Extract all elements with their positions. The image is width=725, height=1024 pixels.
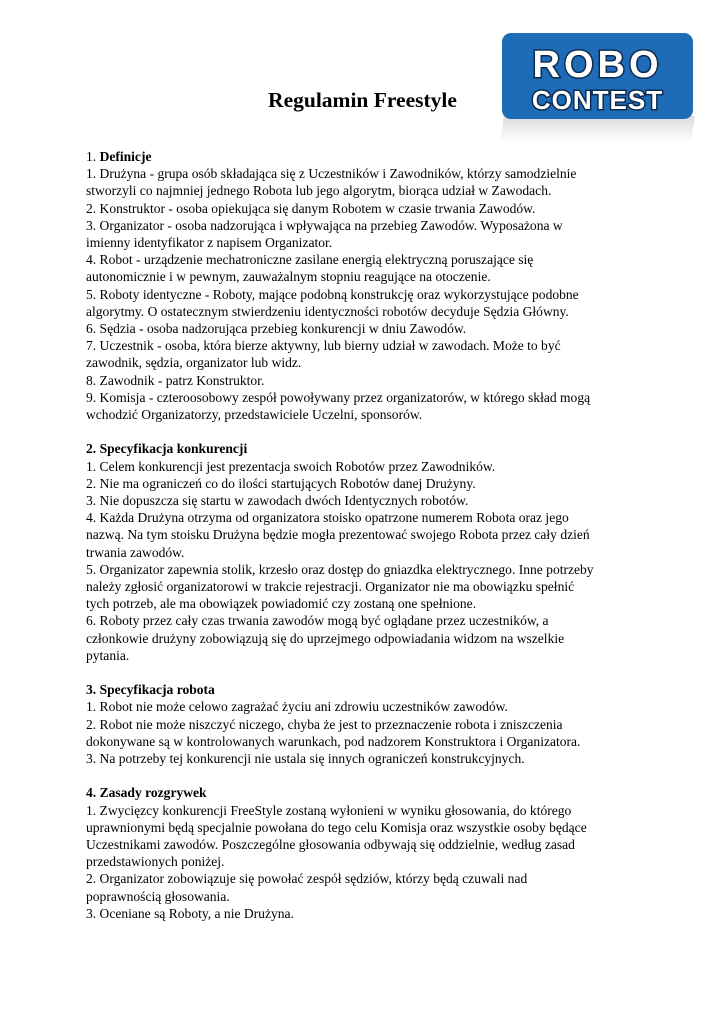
section-heading <box>86 784 646 801</box>
logo-text-robo: ROBO <box>532 44 663 86</box>
document-body <box>86 148 646 939</box>
section-title: Zasady rozgrywek <box>99 785 207 801</box>
text-line: 1. Drużyna - grupa osób składająca się z Uczestników i Zawodników, którzy samodzielnie <box>86 166 577 182</box>
section-heading <box>86 681 646 698</box>
section-heading <box>86 440 646 457</box>
section-title: Definicje <box>99 149 152 164</box>
section-definicje <box>86 148 646 423</box>
section-title: Specyfikacja robota <box>99 682 215 698</box>
text-line: 2. Robot nie może niszczyć niczego, chyba że jest to przeznaczenie robota i zniszczenia <box>86 716 563 732</box>
section-lines <box>86 165 646 423</box>
text-line: członkowie drużyny zobowiązują się do uprzejmego odpowiadania widzom na wszelkie <box>86 630 565 646</box>
page-title: Regulamin Freestyle <box>268 88 457 112</box>
text-line: dokonywane są w kontrolowanych warunkach, pod nadzorem Konstruktora i Organizatora. <box>86 733 581 749</box>
text-line: wchodzić Organizatorzy, przedstawiciele Uczelni, sponsorów. <box>86 407 423 423</box>
text-line: 4. Robot - urządzenie mechatroniczne zasilane energią elektryczną poruszające się <box>86 252 534 268</box>
text-line: trwania zawodów. <box>86 544 185 560</box>
text-line: przedstawionych poniżej. <box>86 854 225 870</box>
text-line: 5. Roboty identyczne - Roboty, mające podobną konstrukcję oraz wykorzystujące podobne <box>86 286 579 302</box>
text-line: stworzyli co najmniej jednego Robota lub jego algorytm, biorąca udział w Zawodach. <box>86 183 552 199</box>
section-lines <box>86 698 646 767</box>
text-line: 8. Zawodnik - patrz Konstruktor. <box>86 372 265 388</box>
text-line: 1. Robot nie może celowo zagrażać życiu ani zdrowiu uczestników zawodów. <box>86 699 508 715</box>
text-line: 1. Celem konkurencji jest prezentacja swoich Robotów przez Zawodników. <box>86 458 496 474</box>
text-line: 2. Konstruktor - osoba opiekująca się danym Robotem w czasie trwania Zawodów. <box>86 200 536 216</box>
section-heading <box>86 148 646 165</box>
section-title: Specyfikacja konkurencji <box>99 441 248 457</box>
text-line: zawodnik, sędzia, organizator lub widz. <box>86 355 302 371</box>
section-number: 3. <box>86 682 97 698</box>
text-line: 7. Uczestnik - osoba, która bierze aktywny, lub bierny udział w zawodach. Może to być <box>86 338 561 354</box>
text-line: 2. Nie ma ograniczeń co do ilości startujących Robotów danej Drużyny. <box>86 475 476 491</box>
section-number: 2. <box>86 441 97 457</box>
section-lines <box>86 458 646 664</box>
text-line: nazwą. Na tym stoisku Drużyna będzie mogła prezentować swojego Robota przez cały dzień <box>86 527 590 543</box>
text-line: 6. Roboty przez cały czas trwania zawodów mogą być oglądane przez uczestników, a <box>86 613 549 629</box>
text-line: poprawnością głosowania. <box>86 888 230 904</box>
section-specyfikacja-konkurencji <box>86 440 646 664</box>
text-line: autonomicznie i w pewnym, zauważalnym stopniu reagujące na otoczenie. <box>86 269 491 285</box>
text-line: należy zgłosić organizatorowi w trakcie rejestracji. Organizator nie ma obowiązku spełnić <box>86 579 575 595</box>
text-line: 3. Oceniane są Roboty, a nie Drużyna. <box>86 905 294 921</box>
text-line: imienny identyfikator z napisem Organizator. <box>86 235 333 251</box>
text-line: Uczestnikami zawodów. Poszczególne głosowania odbywają się oddzielnie, według zasad <box>86 837 575 853</box>
text-line: pytania. <box>86 647 130 663</box>
section-lines <box>86 802 646 922</box>
logo-text-contest: CONTEST <box>531 85 664 115</box>
text-line: 4. Każda Drużyna otrzyma od organizatora stoisko opatrzone numerem Robota oraz jego <box>86 510 569 526</box>
section-zasady-rozgrywek <box>86 784 646 922</box>
text-line: 3. Na potrzeby tej konkurencji nie ustala się innych ograniczeń konstrukcyjnych. <box>86 751 525 767</box>
text-line: 2. Organizator zobowiązuje się powołać zespół sędziów, którzy będą czuwali nad <box>86 871 528 887</box>
text-line: 3. Nie dopuszcza się startu w zawodach dwóch Identycznych robotów. <box>86 493 469 509</box>
section-number: 1. <box>86 149 97 164</box>
text-line: 9. Komisja - czteroosobowy zespół powoływany przez organizatorów, w którego skład mogą <box>86 389 591 405</box>
text-line: 5. Organizator zapewnia stolik, krzesło oraz dostęp do gniazdka elektrycznego. Inne potrzeby <box>86 561 594 577</box>
text-line: tych potrzeb, ale ma obowiązek powiadomić czy zostaną one spełnione. <box>86 596 477 612</box>
text-line: 1. Zwycięzcy konkurencji FreeStyle zostaną wyłonieni w wyniku głosowania, do którego <box>86 802 572 818</box>
text-line: uprawnionymi będą specjalnie powołana do tego celu Komisja oraz wszystkie osoby będące <box>86 819 587 835</box>
section-specyfikacja-robota <box>86 681 646 767</box>
text-line: algorytmy. O ostatecznym stwierdzeniu identyczności robotów decyduje Sędzia Główny. <box>86 303 569 319</box>
text-line: 3. Organizator - osoba nadzorująca i wpływająca na przebieg Zawodów. Wyposażona w <box>86 217 563 233</box>
text-line: 6. Sędzia - osoba nadzorująca przebieg konkurencji w dniu Zawodów. <box>86 321 467 337</box>
section-number: 4. <box>86 785 97 801</box>
logo-reflection <box>500 116 695 142</box>
